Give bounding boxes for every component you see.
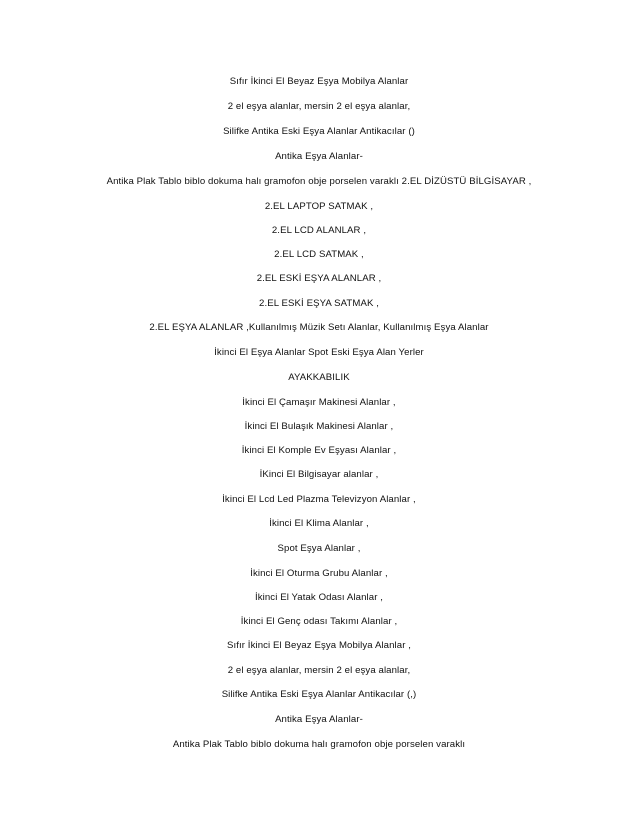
- text-line: Spot Eşya Alanlar ,: [277, 543, 361, 554]
- text-line: 2 el eşya alanlar, mersin 2 el eşya alanlar,: [227, 665, 411, 676]
- text-line: 2.EL LCD ALANLAR ,: [271, 225, 367, 236]
- text-line: İKinci El Bilgisayar alanlar ,: [259, 469, 379, 480]
- text-line: Antika Plak Tablo biblo dokuma halı gramofon obje porselen varaklı 2.EL DİZÜSTÜ BİLGİSAYAR ,: [106, 176, 532, 187]
- text-line: İkinci El Eşya Alanlar Spot Eski Eşya Alan Yerler: [214, 347, 424, 358]
- text-line: İkinci El Genç odası Takımı Alanlar ,: [240, 616, 398, 627]
- text-line: Antika Eşya Alanlar-: [275, 714, 363, 725]
- text-line: 2 el eşya alanlar, mersin 2 el eşya alanlar,: [227, 101, 411, 112]
- text-line: Silifke Antika Eski Eşya Alanlar Antikacılar (,): [221, 689, 417, 700]
- text-line: İkinci El Bulaşık Makinesi Alanlar ,: [244, 421, 394, 432]
- text-line: Silifke Antika Eski Eşya Alanlar Antikacılar (): [223, 126, 415, 137]
- text-line: İkinci El Komple Ev Eşyası Alanlar ,: [241, 445, 397, 456]
- text-line: 2.EL LCD SATMAK ,: [274, 249, 364, 260]
- text-line: 2.EL LAPTOP SATMAK ,: [264, 201, 374, 212]
- text-line: Sıfır İkinci El Beyaz Eşya Mobilya Alanlar: [229, 76, 409, 87]
- text-line: Antika Plak Tablo biblo dokuma halı gramofon obje porselen varaklı: [172, 739, 466, 750]
- text-line: İkinci El Lcd Led Plazma Televizyon Alanlar ,: [222, 494, 416, 505]
- text-line: İkinci El Oturma Grubu Alanlar ,: [250, 568, 388, 579]
- text-line: 2.EL ESKİ EŞYA SATMAK ,: [259, 298, 379, 309]
- text-line: Antika Eşya Alanlar-: [275, 151, 363, 162]
- text-line: 2.EL EŞYA ALANLAR ,Kullanılmış Müzik Setı Alanlar, Kullanılmış Eşya Alanlar: [149, 322, 489, 333]
- text-line: İkinci El Çamaşır Makinesi Alanlar ,: [242, 397, 396, 408]
- text-line: Sıfır İkinci El Beyaz Eşya Mobilya Alanlar ,: [226, 640, 412, 651]
- text-line: İkinci El Yatak Odası Alanlar ,: [254, 592, 384, 603]
- text-line: İkinci El Klima Alanlar ,: [269, 518, 369, 529]
- text-line: 2.EL ESKİ EŞYA ALANLAR ,: [256, 273, 382, 284]
- text-line: AYAKKABILIK: [288, 372, 350, 383]
